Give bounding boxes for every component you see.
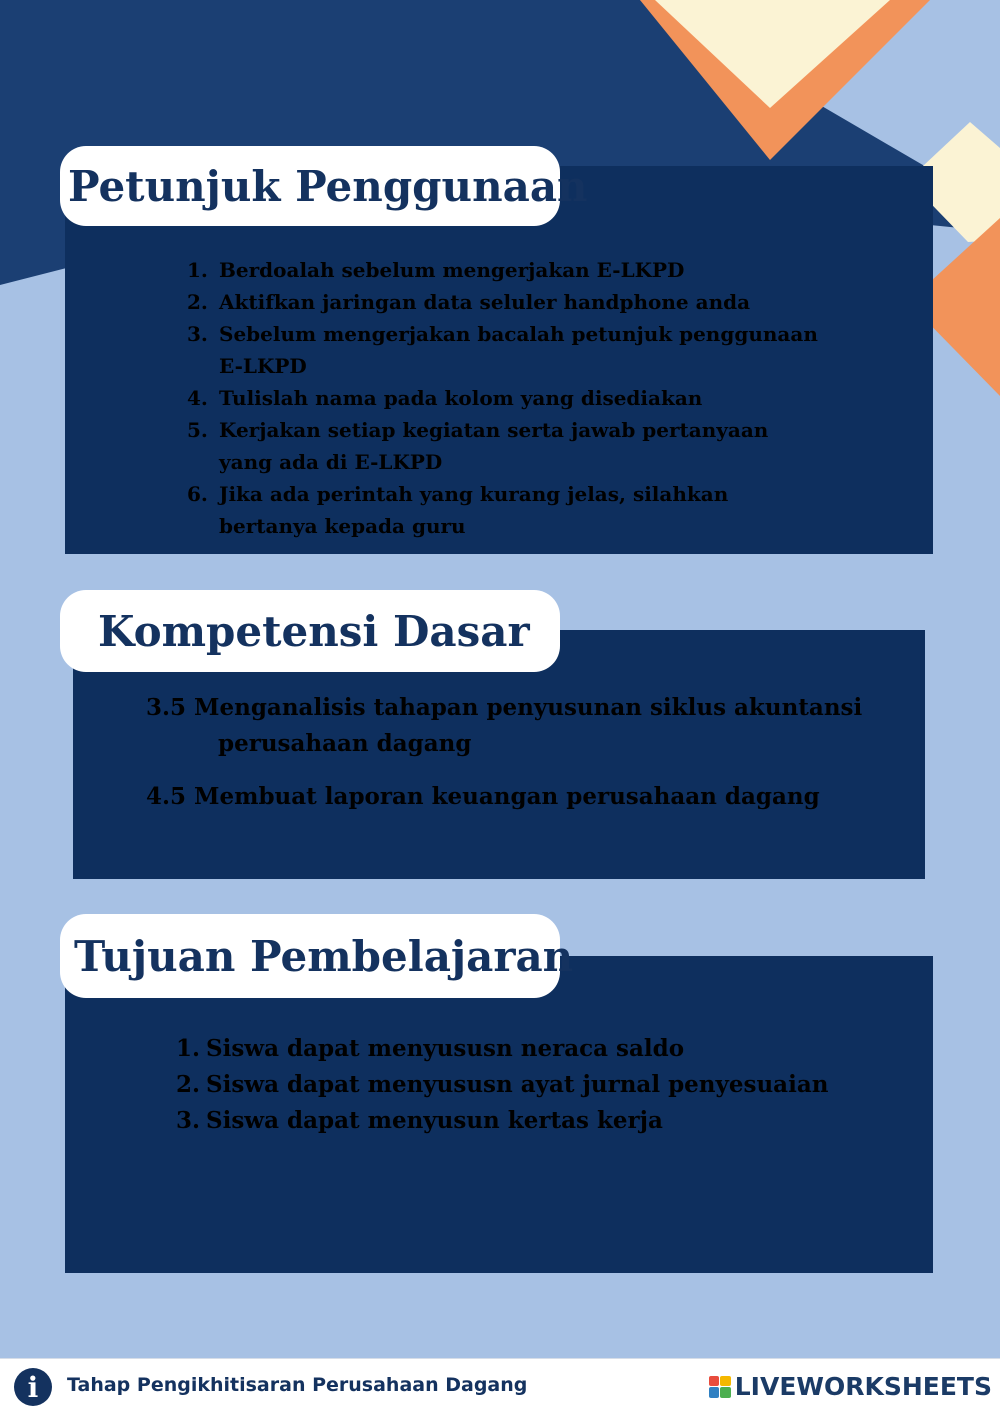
list-item: 3. Sebelum mengerjakan bacalah petunjuk penggunaan E-LKPD	[187, 322, 818, 378]
petunjuk-title: Petunjuk Penggunaan	[60, 146, 560, 226]
footer-bar	[0, 1358, 1000, 1414]
list-item: 2. Aktifkan jaringan data seluler handphone anda	[187, 290, 751, 314]
tujuan-list	[176, 1031, 876, 1139]
brand-name: LIVEWORKSHEETS	[734, 1372, 992, 1401]
list-item: 2. Siswa dapat menyususn ayat jurnal penyesuaian	[176, 1071, 829, 1098]
kompetensi-code: 3.5	[146, 694, 187, 721]
list-item: 6. Jika ada perintah yang kurang jelas, silahkan bertanya kepada guru	[187, 482, 729, 538]
list-item: 1. Berdoalah sebelum mengerjakan E-LKPD	[187, 258, 685, 282]
kompetensi-item-1-cont: perusahaan dagang	[218, 730, 472, 757]
tujuan-title: Tujuan Pembelajaran	[60, 914, 560, 998]
list-item: 5. Kerjakan setiap kegiatan serta jawab pertanyaan yang ada di E-LKPD	[187, 418, 769, 474]
kompetensi-code: 4.5	[146, 783, 187, 810]
kompetensi-text: Menganalisis tahapan penyusunan siklus akuntansi	[194, 694, 863, 721]
petunjuk-list	[187, 254, 827, 542]
kompetensi-item-2	[146, 779, 866, 815]
list-item: 3. Siswa dapat menyusun kertas kerja	[176, 1107, 663, 1134]
kompetensi-text: Membuat laporan keuangan perusahaan dagang	[194, 783, 820, 810]
kompetensi-item-1	[146, 690, 866, 726]
footer-title: Tahap Pengikhitisaran Perusahaan Dagang	[67, 1374, 528, 1396]
kompetensi-title: Kompetensi Dasar	[60, 590, 560, 672]
liveworksheets-brand[interactable]	[709, 1372, 992, 1401]
list-item: 4. Tulislah nama pada kolom yang disediakan	[187, 386, 703, 410]
liveworksheets-logo-icon	[709, 1376, 731, 1398]
list-item: 1. Siswa dapat menyususn neraca saldo	[176, 1035, 685, 1062]
info-icon[interactable]: i	[14, 1368, 52, 1406]
